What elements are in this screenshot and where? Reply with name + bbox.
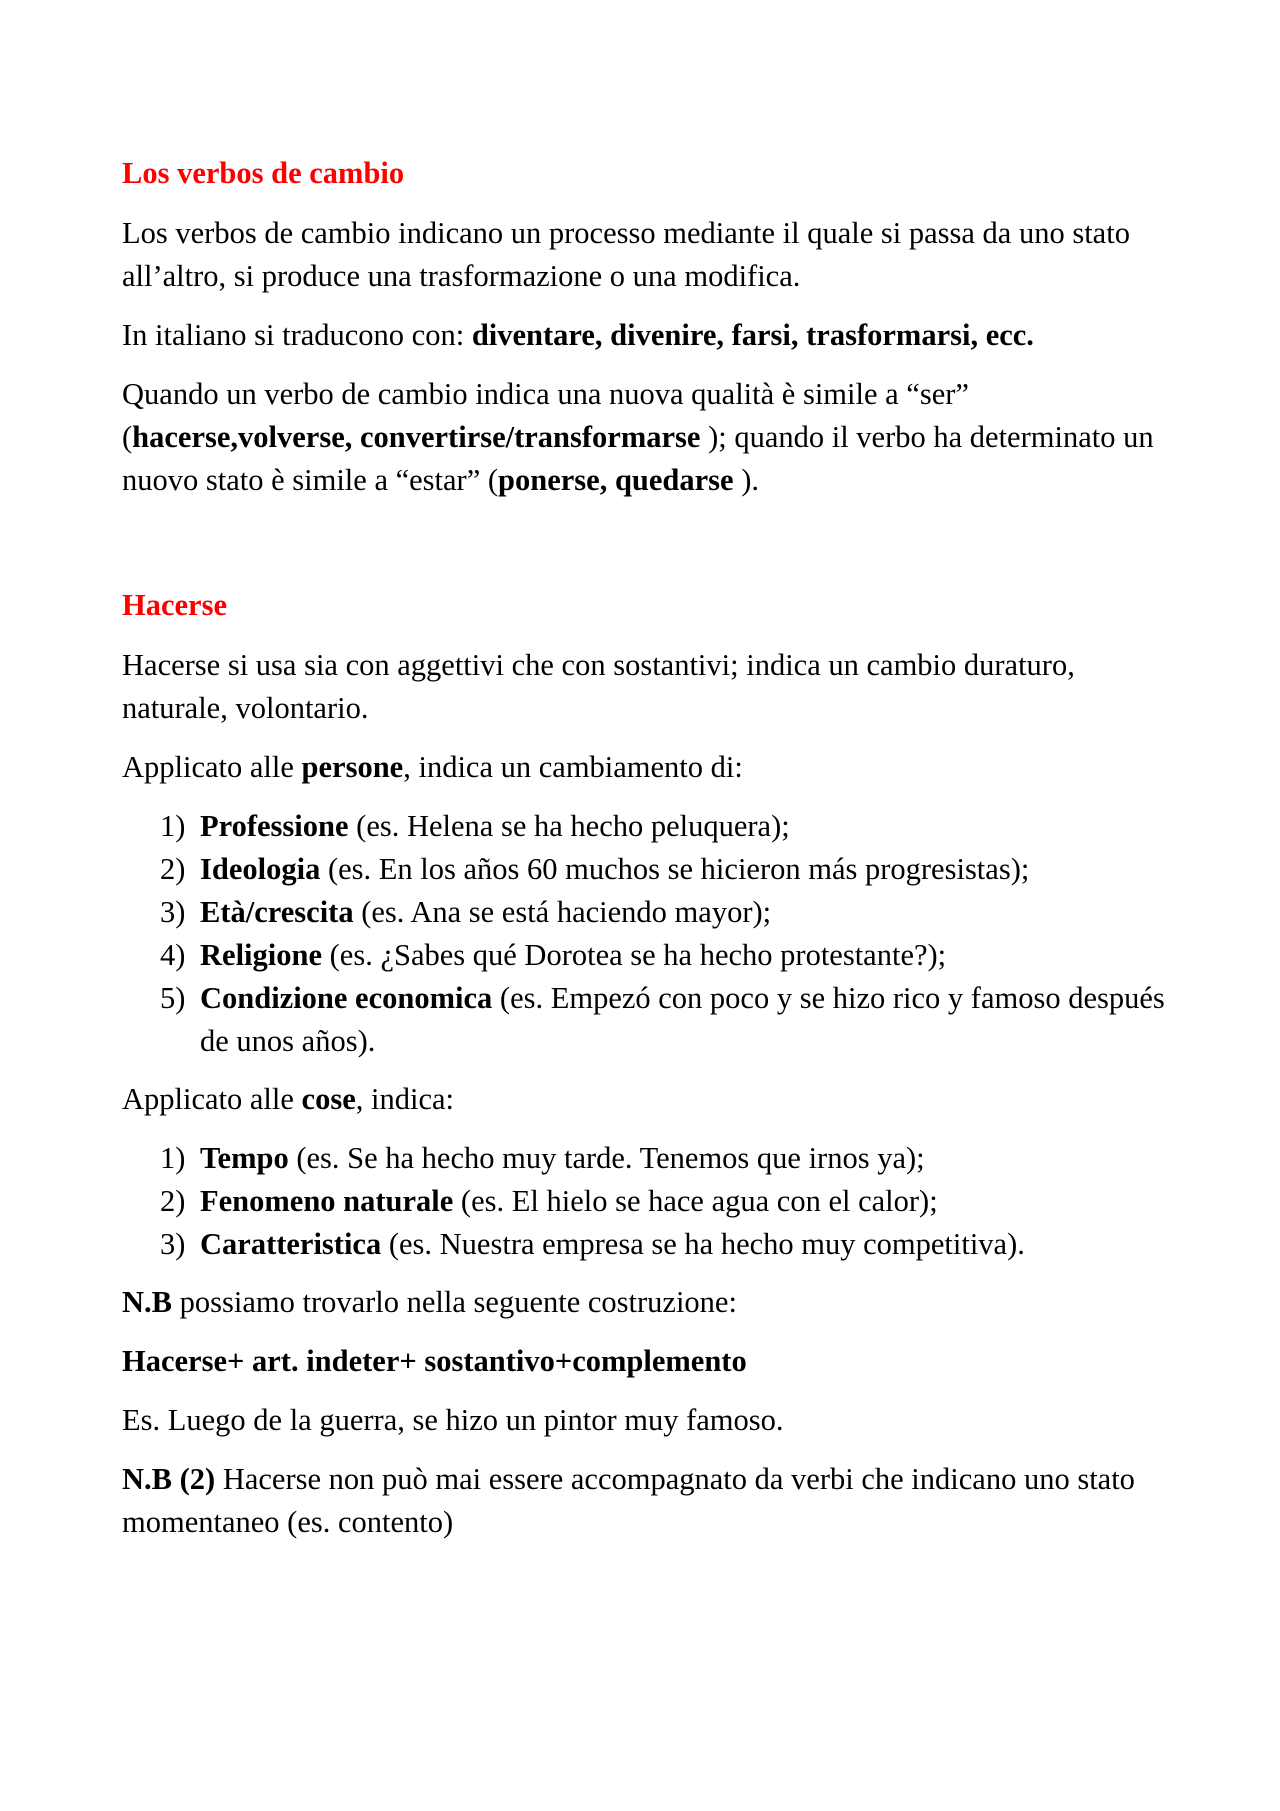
list-item-text: (es. ¿Sabes qué Dorotea se ha hecho protestante?);: [322, 938, 947, 972]
list-item: [122, 891, 1172, 934]
paragraph-cose-intro: [122, 1078, 1172, 1121]
text-fragment: ).: [733, 463, 759, 497]
list-item-term: Condizione economica: [200, 981, 493, 1015]
list-number: 2): [160, 1184, 186, 1218]
nb2-label: N.B (2): [122, 1462, 216, 1496]
list-item-text: (es. Ana se está haciendo mayor);: [353, 895, 772, 929]
persone-list: [122, 805, 1172, 1063]
list-item-text: (es. Nuestra empresa se ha hecho muy competitiva).: [381, 1227, 1025, 1261]
list-item-term: Caratteristica: [200, 1227, 382, 1261]
list-number: 2): [160, 852, 186, 886]
list-item: [122, 1180, 1172, 1223]
paragraph-nb: [122, 1281, 1172, 1324]
paragraph-ser-estar: [122, 373, 1172, 502]
text-fragment: , indica:: [355, 1082, 454, 1116]
list-item-term: Professione: [200, 809, 349, 843]
section-title-hacerse: Hacerse: [122, 588, 227, 622]
paragraph-translation: [122, 314, 1172, 357]
paragraph-nb-2: [122, 1458, 1172, 1544]
bold-persone: persone: [301, 750, 404, 784]
bold-verbs-ser: hacerse,volverse, convertirse/transformarse: [132, 420, 701, 454]
list-number: 4): [160, 938, 186, 972]
list-item: [122, 977, 1172, 1063]
list-item: [122, 1223, 1172, 1266]
nb2-text: Hacerse non può mai essere accompagnato da verbi che indicano uno stato momentaneo (es. contento): [122, 1462, 1135, 1539]
list-number: 3): [160, 895, 186, 929]
nb-text: possiamo trovarlo nella seguente costruzione:: [172, 1285, 737, 1319]
paragraph-hacerse-usage: Hacerse si usa sia con aggettivi che con sostantivi; indica un cambio duraturo, naturale, volontario.: [122, 648, 1075, 725]
list-number: 3): [160, 1227, 186, 1261]
list-item-term: Fenomeno naturale: [200, 1184, 454, 1218]
list-item-text: (es. Helena se ha hecho peluquera);: [348, 809, 790, 843]
bold-verbs-estar: ponerse, quedarse: [498, 463, 734, 497]
list-item-text: (es. El hielo se hace agua con el calor);: [453, 1184, 938, 1218]
list-item-term: Religione: [200, 938, 322, 972]
list-number: 1): [160, 1141, 186, 1175]
paragraph-translation-verbs: diventare, divenire, farsi, trasformarsi, ecc.: [471, 318, 1034, 352]
list-number: 5): [160, 981, 186, 1015]
document-page: [122, 152, 1172, 1560]
list-item: [122, 1137, 1172, 1180]
text-fragment: Applicato alle: [122, 750, 302, 784]
nb-label: N.B: [122, 1285, 172, 1319]
list-item: [122, 805, 1172, 848]
paragraph-example: Es. Luego de la guerra, se hizo un pintor muy famoso.: [122, 1403, 784, 1437]
list-item: [122, 934, 1172, 977]
text-fragment: Applicato alle: [122, 1082, 302, 1116]
paragraph-definition: Los verbos de cambio indicano un processo mediante il quale si passa da uno stato all’altro, si produce una trasformazione o una modifica.: [122, 216, 1130, 293]
list-item-term: Età/crescita: [200, 895, 354, 929]
construction-formula-text: Hacerse+ art. indeter+ sostantivo+complemento: [122, 1344, 747, 1378]
list-number: 1): [160, 809, 186, 843]
list-item-text: (es. Se ha hecho muy tarde. Tenemos que irnos ya);: [288, 1141, 925, 1175]
text-fragment: Quando un verbo de cambio indica una nuova qualità è simile a “ser” (: [122, 377, 969, 454]
list-item: [122, 848, 1172, 891]
bold-cose: cose: [301, 1082, 356, 1116]
list-item-text: (es. En los años 60 muchos se hicieron más progresistas);: [320, 852, 1030, 886]
cose-list: [122, 1137, 1172, 1266]
section-title-verbos-de-cambio: Los verbos de cambio: [122, 156, 405, 190]
list-item-term: Tempo: [200, 1141, 289, 1175]
construction-formula: [122, 1340, 1172, 1383]
paragraph-persone-intro: [122, 746, 1172, 789]
text-fragment: ); quando il verbo ha determinato un nuovo stato è simile a “estar” (: [122, 420, 1154, 497]
list-item-term: Ideologia: [200, 852, 321, 886]
text-fragment: , indica un cambiamento di:: [403, 750, 743, 784]
list-item-text: (es. Empezó con poco y se hizo rico y famoso después de unos años).: [200, 981, 1165, 1058]
paragraph-translation-lead: In italiano si traducono con:: [122, 318, 472, 352]
